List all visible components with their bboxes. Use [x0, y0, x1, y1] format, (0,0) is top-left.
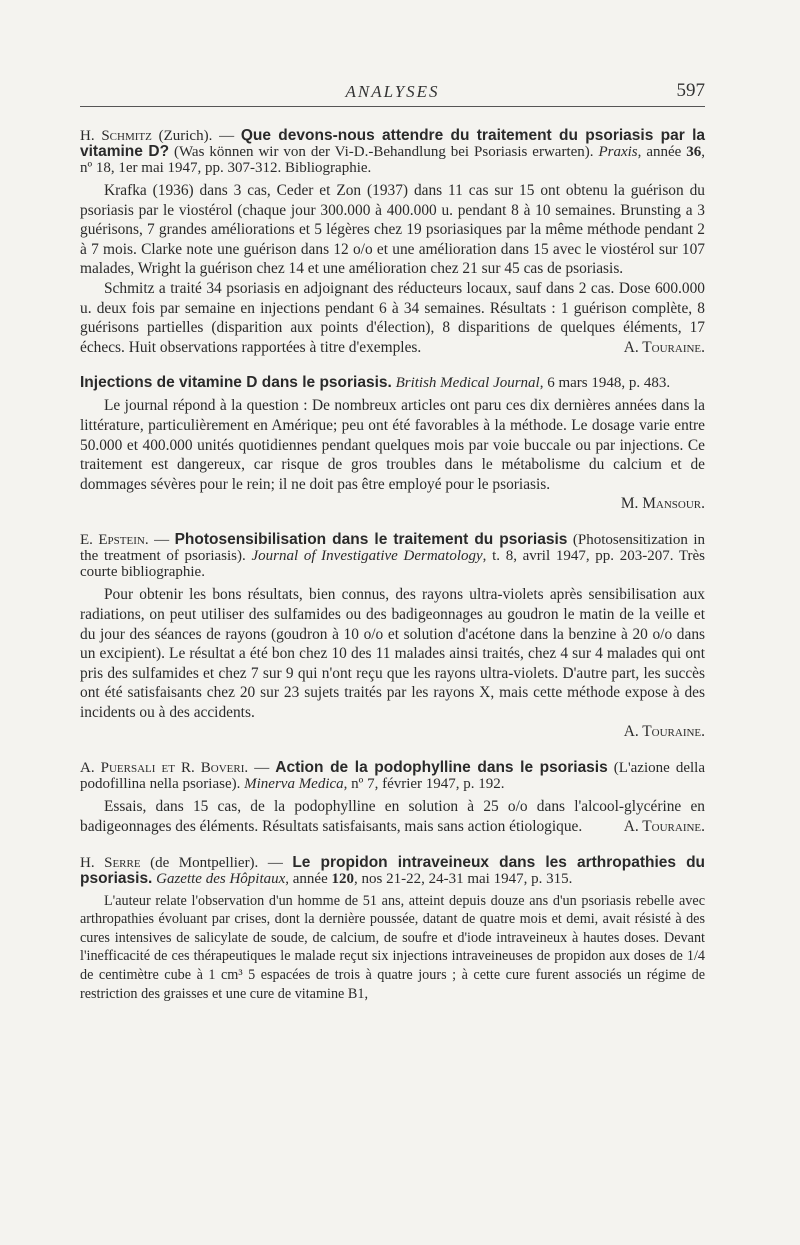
- article-title: Action de la podophylline dans le psoriasis: [275, 759, 608, 777]
- journal-name: Journal of Investigative Dermatology: [251, 548, 483, 565]
- abstract-entry: [80, 532, 705, 742]
- abstract-entry: [80, 128, 705, 357]
- original-title: (Photosensitization in the treatment of psoriasis).: [80, 532, 705, 565]
- author: H. Serre: [80, 854, 141, 871]
- signature: A. Touraine.: [623, 723, 705, 741]
- page-number: 597: [676, 80, 705, 101]
- citation-details: , nos 21-22, 24-31 mai 1947, p. 315.: [354, 870, 573, 887]
- paragraph-text: Essais, dans 15 cas, de la podophylline en solution à 25 o/o dans l'alcool-glycérine en badigeonnages des éléments. Résultats satisfaisants, mais sans action étiologique.: [80, 798, 705, 836]
- author-place: (de Montpellier). —: [140, 854, 293, 871]
- citation-details: , 6 mars 1948, p. 483.: [539, 375, 671, 392]
- abstract-entry: [80, 855, 705, 1004]
- citation-details: , année: [637, 144, 687, 160]
- article-title: Photosensibilisation dans le traitement du psoriasis: [174, 531, 568, 549]
- journal-name: Gazette des Hôpitaux: [156, 870, 286, 887]
- citation: [80, 375, 705, 391]
- citation: [80, 532, 705, 580]
- article-title: Le propidon intraveineux dans les arthropathies du psoriasis.: [80, 853, 706, 887]
- paragraph: Pour obtenir les bons résultats, bien connus, des rayons ultra-violets après sensibilisation aux radiations, on peut utiliser des sulfamides ou des badigeonnages au goudron le matin de la veille et du jour des séances de rayons (goudron à 10 o/o et solution d'acétone dans la benzine à 20 o/o dans un excipient). Le résultat a été bon chez 10 des 11 malades ainsi traités, chez 4 sur 4 malades qui ont pris des sulfamides et chez 7 sur 9 qui n'ont reçu que les rayons ultra-violets. D'autre part, les succès ont été satisfaisants chez 20 sur 23 sujets traités par les rayons X, mais cette méthode expose à des incidents ou à des accidents.: [80, 586, 705, 721]
- paragraph: [80, 797, 705, 836]
- original-title: (Was können wir von der Vi-D.-Behandlung bei Psoriasis erwarten).: [169, 144, 599, 160]
- journal-name: British Medical Journal: [395, 375, 540, 392]
- page-header: [80, 80, 705, 107]
- volume: 36: [686, 144, 702, 160]
- citation-details: , nº 7, février 1947, p. 192.: [343, 776, 505, 793]
- citation: [80, 128, 705, 176]
- author-place: . —: [244, 760, 276, 777]
- author: A. Puersali et R. Boveri: [80, 760, 245, 777]
- paragraph: L'auteur relate l'observation d'un homme de 51 ans, atteint depuis douze ans d'un psoriasis rebelle avec arthropathies évoluant par crises, dont la dernière poussée, datant de quatre mois et demi, avait résisté à des cures intensives de salicylate de soude, de calcium, de soufre et d'iode intraveineux à hautes doses. Devant l'inefficacité de ces thérapeutiques le malade reçut six injections intraveineuses de propidon aux doses de 1/4 de centimètre cube à 1 cm³ 5 espacées de trois à quatre jours ; à cette cure furent associés un régime de restriction des graisses et une cure de vitamine B1,: [80, 892, 705, 1002]
- citation-details: , t. 8, avril 1947, pp. 203-207. Très courte bibliographie.: [80, 548, 705, 581]
- citation-details: , nº 18, 1er mai 1947, pp. 307-312. Bibliographie.: [80, 144, 705, 176]
- abstract-entry: [80, 375, 705, 514]
- author: H. Schmitz: [80, 128, 152, 144]
- article-title: Que devons-nous attendre du traitement du psoriasis par la vitamine D?: [80, 127, 705, 160]
- citation: [80, 760, 705, 792]
- article-title: Injections de vitamine D dans le psoriasis.: [80, 374, 392, 392]
- signature: A. Touraine.: [623, 338, 705, 356]
- volume: 120: [331, 870, 354, 887]
- author-place: . —: [144, 532, 175, 549]
- original-title: (L'azione della podofillina nella psoriase).: [80, 760, 705, 793]
- running-title: ANALYSES: [345, 82, 440, 101]
- citation: [80, 855, 705, 887]
- paragraph: [80, 279, 705, 357]
- author: E. Epstein: [80, 532, 145, 549]
- journal-name: Minerva Medica: [244, 776, 344, 793]
- signature: A. Touraine.: [623, 818, 705, 836]
- paragraph-text: Schmitz a traité 34 psoriasis en adjoignant des réducteurs locaux, sauf dans 2 cas. Dose 600.000 u. deux fois par semaine en injections pendant 6 à 34 semaines. Résultats : 1 guérison complète, 8 guérisons partielles (disparition aux points d'élection), 8 disparitions de quelques éléments, 17 échecs. Huit observations rapportées à titre d'exemples.: [80, 279, 705, 356]
- author-place: (Zurich). —: [151, 128, 241, 144]
- abstract-entry: [80, 760, 705, 836]
- citation-details: , année: [285, 870, 332, 887]
- paragraph: Krafka (1936) dans 3 cas, Ceder et Zon (1937) dans 11 cas sur 15 ont obtenu la guérison du psoriasis par le viostérol (chaque jour 300.000 à 400.000 u. pendant 8 à 10 semaines. Brunsting a 3 guérisons, 7 grandes améliorations et 5 légères chez 19 psoriasiques par la même méthode pendant 2 à 7 mois. Clarke note une guérison dans 12 o/o et une amélioration dans 15 avec le viostérol sur 107 malades, Wright la guérison chez 14 et une amélioration chez 21 sur 45 cas de psoriasis.: [80, 182, 705, 278]
- paragraph: Le journal répond à la question : De nombreux articles ont paru ces dix dernières années dans la littérature, particulièrement en Amérique; peu ont été favorables à la méthode. Le dosage varie entre 50.000 et 400.000 unités quotidiennes pendant quelques mois par voie buccale ou par injections. Ce traitement est dangereux, car risque de gros troubles dans le métabolisme du calcium et de dommages sévères pour le rein; il ne doit pas être employé pour le psoriasis.: [80, 397, 705, 493]
- signature: M. Mansour.: [620, 495, 705, 513]
- journal-name: Praxis: [598, 144, 638, 160]
- page-content: [80, 128, 705, 1021]
